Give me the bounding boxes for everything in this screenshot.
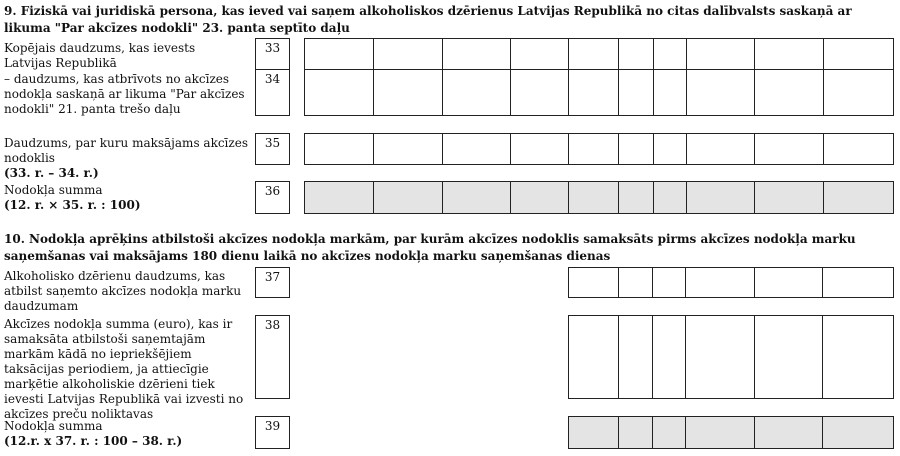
shaded-cell — [374, 182, 443, 213]
shaded-cell — [653, 417, 686, 448]
input-cell[interactable] — [374, 39, 443, 69]
input-cell[interactable] — [619, 70, 654, 115]
row-33-label: Kopējais daudzums, kas ievests Latvijas Republikā — [4, 41, 196, 70]
input-cell[interactable] — [687, 134, 756, 164]
row-34-input-grid[interactable] — [304, 69, 894, 116]
input-cell[interactable] — [654, 134, 687, 164]
row-36-number: 36 — [255, 181, 290, 214]
input-cell[interactable] — [619, 134, 654, 164]
row-35-input-grid[interactable] — [304, 133, 894, 165]
input-cell[interactable] — [755, 134, 824, 164]
input-cell[interactable] — [653, 316, 686, 398]
row-39-label — [4, 419, 254, 449]
input-cell[interactable] — [654, 70, 687, 115]
input-cell[interactable] — [443, 70, 512, 115]
row-36-shaded-grid — [304, 181, 894, 214]
row-39-number: 39 — [255, 416, 290, 449]
shaded-cell — [619, 417, 654, 448]
section-10-title: 10. Nodokļa aprēķins atbilstoši akcīzes nodokļa markām, par kurām akcīzes nodoklis samaksāts pirms akcīzes nodokļa marku saņemšanas vai maksājams 180 dienu laikā no akcīzes nodokļa marku saņemšanas dienas — [4, 232, 856, 263]
row-38-number: 38 — [255, 315, 290, 399]
row-34-number: 34 — [255, 69, 290, 116]
shaded-cell — [443, 182, 512, 213]
shaded-cell — [823, 417, 893, 448]
input-cell[interactable] — [755, 39, 824, 69]
shaded-cell — [755, 182, 824, 213]
input-cell[interactable] — [687, 39, 756, 69]
input-cell[interactable] — [511, 134, 569, 164]
input-cell[interactable] — [653, 268, 686, 297]
input-cell[interactable] — [824, 70, 893, 115]
row-36-label — [4, 183, 254, 213]
row-39-formula: (12.r. x 37. r. : 100 – 38. r.) — [4, 434, 183, 448]
row-34-label: – daudzums, kas atbrīvots no akcīzes nodokļa saskaņā ar likuma "Par akcīzes nodokli" 21. panta trešo daļu — [4, 72, 245, 116]
input-cell[interactable] — [619, 316, 654, 398]
row-35-label — [4, 136, 254, 181]
row-33-number: 33 — [255, 38, 290, 70]
input-cell[interactable] — [305, 39, 374, 69]
input-cell[interactable] — [443, 39, 512, 69]
input-cell[interactable] — [755, 268, 824, 297]
shaded-cell — [686, 417, 755, 448]
input-cell[interactable] — [569, 134, 619, 164]
row-36-text: Nodokļa summa — [4, 183, 103, 197]
row-36-formula: (12. r. × 35. r. : 100) — [4, 198, 141, 212]
input-cell[interactable] — [443, 134, 512, 164]
input-cell[interactable] — [824, 39, 893, 69]
input-cell[interactable] — [569, 268, 619, 297]
input-cell[interactable] — [569, 39, 619, 69]
shaded-cell — [619, 182, 654, 213]
input-cell[interactable] — [755, 316, 824, 398]
shaded-cell — [824, 182, 893, 213]
input-cell[interactable] — [619, 39, 654, 69]
shaded-cell — [654, 182, 687, 213]
input-cell[interactable] — [569, 70, 619, 115]
shaded-cell — [511, 182, 569, 213]
input-cell[interactable] — [687, 70, 756, 115]
input-cell[interactable] — [305, 134, 374, 164]
row-38-label: Akcīzes nodokļa summa (euro), kas ir samaksāta atbilstoši saņemtajām markām kādā no iepriekšējiem taksācijas periodiem, ja attiecīgie marķētie alkoholiskie dzērieni tiek ievesti Latvijas Republikā vai izvesti no akcīzes preču noliktavas — [4, 317, 244, 421]
input-cell[interactable] — [823, 316, 893, 398]
shaded-cell — [305, 182, 374, 213]
input-cell[interactable] — [569, 316, 619, 398]
row-35-text: Daudzums, par kuru maksājams akcīzes nodoklis — [4, 136, 248, 165]
input-cell[interactable] — [755, 70, 824, 115]
row-35-formula: (33. r. – 34. r.) — [4, 166, 99, 180]
shaded-cell — [755, 417, 824, 448]
input-cell[interactable] — [824, 134, 893, 164]
input-cell[interactable] — [823, 268, 893, 297]
input-cell[interactable] — [374, 134, 443, 164]
input-cell[interactable] — [619, 268, 654, 297]
row-37-number: 37 — [255, 267, 290, 298]
shaded-cell — [569, 417, 619, 448]
input-cell[interactable] — [686, 268, 755, 297]
input-cell[interactable] — [305, 70, 374, 115]
input-cell[interactable] — [686, 316, 755, 398]
input-cell[interactable] — [654, 39, 687, 69]
shaded-cell — [569, 182, 619, 213]
input-cell[interactable] — [511, 39, 569, 69]
row-39-shaded-grid — [568, 416, 894, 449]
row-38-input-grid[interactable] — [568, 315, 894, 399]
row-39-text: Nodokļa summa — [4, 419, 103, 433]
row-37-input-grid[interactable] — [568, 267, 894, 298]
row-37-label: Alkoholisko dzērienu daudzums, kas atbilst saņemto akcīzes nodokļa marku daudzumam — [4, 269, 242, 313]
row-35-number: 35 — [255, 133, 290, 165]
section-9-title: 9. Fiziskā vai juridiskā persona, kas ieved vai saņem alkoholiskos dzērienus Latvijas Republikā no citas dalībvalsts saskaņā ar likuma "Par akcīzes nodokli" 23. panta septīto daļu — [4, 4, 852, 35]
input-cell[interactable] — [511, 70, 569, 115]
input-cell[interactable] — [374, 70, 443, 115]
row-33-input-grid[interactable] — [304, 38, 894, 70]
shaded-cell — [687, 182, 756, 213]
